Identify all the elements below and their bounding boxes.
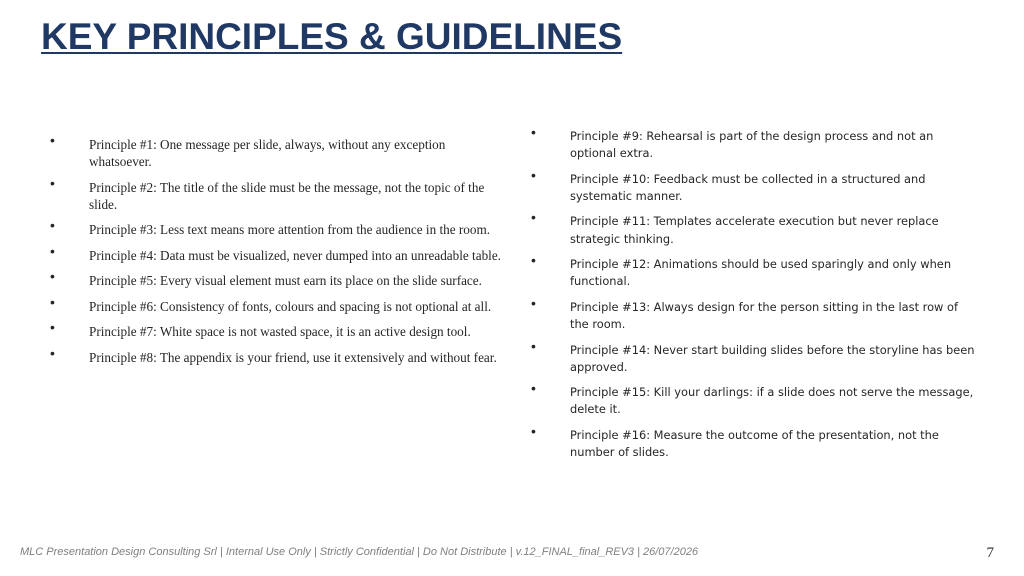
page-number: 7 xyxy=(986,545,994,561)
bullet-icon: • xyxy=(531,380,536,397)
bullet-icon: • xyxy=(50,132,55,148)
bullet-icon: • xyxy=(50,242,55,259)
list-item xyxy=(531,124,979,162)
principle-text: Principle #2: The title of the slide must be the message, not the topic of the slide. xyxy=(89,179,485,212)
principles-list-right xyxy=(531,124,979,470)
principle-text: Principle #15: Kill your darlings: if a slide does not serve the message, delete it. xyxy=(570,385,974,417)
principle-text: Principle #10: Feedback must be collected in a structured and systematic manner. xyxy=(570,171,926,203)
principle-text: Principle #13: Always design for the person sitting in the last row of the room. xyxy=(570,299,958,332)
bullet-icon: • xyxy=(531,124,536,140)
bullet-icon: • xyxy=(531,422,536,439)
bullet-icon: • xyxy=(531,337,536,354)
list-item xyxy=(50,319,508,340)
principle-text: Principle #12: Animations should be used sparingly and only when functional. xyxy=(570,257,952,289)
principle-text: Principle #9: Rehearsal is part of the design process and not an optional extra. xyxy=(570,129,934,161)
bullet-icon: • xyxy=(531,166,536,183)
principle-text: Principle #6: Consistency of fonts, colours and spacing is not optional at all. xyxy=(89,298,492,314)
list-item xyxy=(50,344,508,366)
bullet-icon: • xyxy=(50,217,55,234)
list-item xyxy=(50,217,508,238)
list-item xyxy=(531,422,979,461)
principle-text: Principle #1: One message per slide, always, without any exception whatsoever. xyxy=(89,137,446,170)
bullet-icon: • xyxy=(531,209,536,226)
principle-text: Principle #14: Never start building slides before the storyline has been approved. xyxy=(570,342,975,374)
list-item xyxy=(531,294,979,333)
principle-text: Principle #5: Every visual element must earn its place on the slide surface. xyxy=(89,273,482,289)
principle-text: Principle #3: Less text means more attention from the audience in the room. xyxy=(89,222,491,238)
principle-text: Principle #8: The appendix is your friend, use it extensively and without fear. xyxy=(89,349,497,365)
list-item xyxy=(50,174,508,213)
bullet-icon: • xyxy=(50,319,55,336)
bullet-icon: • xyxy=(531,294,536,311)
list-item xyxy=(50,293,508,315)
list-item xyxy=(531,380,979,418)
bullet-icon: • xyxy=(50,344,55,361)
list-item xyxy=(50,268,508,289)
list-item xyxy=(531,166,979,205)
list-item xyxy=(50,132,508,170)
principle-text: Principle #7: White space is not wasted space, it is an active design tool. xyxy=(89,324,471,340)
principle-text: Principle #11: Templates accelerate execution but never replace strategic thinking. xyxy=(570,214,939,246)
list-item xyxy=(531,252,979,290)
bullet-icon: • xyxy=(50,174,55,191)
slide-title: KEY PRINCIPLES & GUIDELINES xyxy=(41,16,623,57)
footer-text: MLC Presentation Design Consulting Srl | Internal Use Only | Strictly Confidential | Do Not Distribute | v.12_FINAL_final_REV3 | 26/07/2026 xyxy=(20,546,699,558)
principle-text: Principle #4: Data must be visualized, never dumped into an unreadable table. xyxy=(89,247,501,263)
bullet-icon: • xyxy=(50,293,55,310)
list-item xyxy=(531,209,979,247)
list-item xyxy=(531,337,979,376)
bullet-icon: • xyxy=(50,268,55,285)
principles-list-left xyxy=(50,132,508,374)
list-item xyxy=(50,242,508,264)
bullet-icon: • xyxy=(531,252,536,269)
principle-text: Principle #16: Measure the outcome of the presentation, not the number of slides. xyxy=(570,427,939,460)
